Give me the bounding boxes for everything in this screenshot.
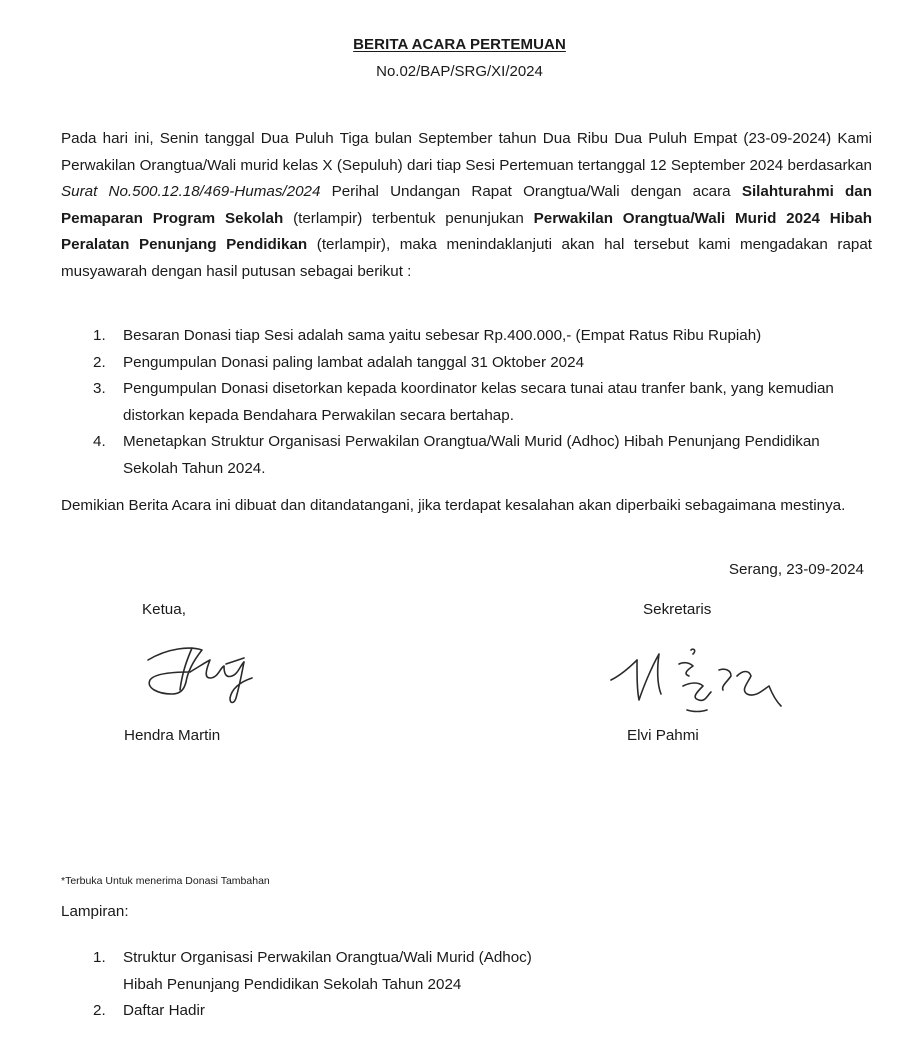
intro-paragraph: Pada hari ini, Senin tanggal Dua Puluh Tiga bulan September tahun Dua Ribu Dua Puluh Empat (23-09-2024) Kami Perwakilan Orangtua/Wali murid kelas X (Sepuluh) dari tiap Sesi Pertemuan tertanggal 12 September 2024 berdasarkan Surat No.500.12.18/469-Humas/2024 Perihal Undangan Rapat Orangtua/Wali dengan acara Silahturahmi dan Pemaparan Program Sekolah (terlampir) terbentuk penunjukan Perwakilan Orangtua/Wali Murid 2024 Hibah Peralatan Penunjang Pendidikan (terlampir), maka menindaklanjuti akan hal tersebut kami mengadakan rapat musyawarah dengan hasil putusan sebagai berikut : xyxy=(61,130,873,280)
attachment-list xyxy=(61,945,872,1025)
document-title xyxy=(0,36,919,53)
decision-list xyxy=(61,323,872,483)
document-number: No.02/BAP/SRG/XI/2024 xyxy=(376,63,543,80)
list-item: 2. Pengumpulan Donasi paling lambat adalah tanggal 31 Oktober 2024 xyxy=(93,353,585,371)
chair-name: Hendra Martin xyxy=(124,727,221,744)
closing-paragraph: Demikian Berita Acara ini dibuat dan ditandatangani, jika terdapat kesalahan akan diperbaiki sebagaimana mestinya. xyxy=(61,497,846,514)
secretary-name: Elvi Pahmi xyxy=(627,727,699,744)
list-item: 2. Daftar Hadir xyxy=(93,1002,205,1020)
place-date: Serang, 23-09-2024 xyxy=(728,561,864,578)
footnote: *Terbuka Untuk menerima Donasi Tambahan xyxy=(61,875,270,887)
chair-signature xyxy=(140,638,265,710)
list-item: 3. Pengumpulan Donasi disetorkan kepada koordinator kelas secara tunai atau tranfer bank, yang kemudian distorkan kepada Bendahara Perwakilan secara bertahap. xyxy=(93,380,834,424)
committee-name: Perwakilan Orangtua/Wali Murid 2024 Hibah Peralatan Penunjang Pendidikan xyxy=(61,209,872,254)
letter-reference: Surat No.500.12.18/469-Humas/2024 xyxy=(61,183,321,201)
event-name: Silahturahmi dan Pemaparan Program Sekolah xyxy=(61,183,872,227)
list-item: 1. Besaran Donasi tiap Sesi adalah sama yaitu sebesar Rp.400.000,- (Empat Ratus Ribu Rupiah) xyxy=(93,327,762,344)
list-item: 1. Struktur Organisasi Perwakilan Orangtua/Wali Murid (Adhoc) Hibah Penunjang Pendidikan Sekolah Tahun 2024 xyxy=(93,949,532,993)
secretary-signature xyxy=(607,640,787,722)
document-title-text: BERITA ACARA PERTEMUAN xyxy=(353,36,566,53)
chair-role: Ketua, xyxy=(142,601,186,618)
list-item: 4. Menetapkan Struktur Organisasi Perwakilan Orangtua/Wali Murid (Adhoc) Hibah Penunjang Pendidikan Sekolah Tahun 2024. xyxy=(93,433,820,477)
secretary-role: Sekretaris xyxy=(643,601,712,618)
attachments-label: Lampiran: xyxy=(61,903,129,920)
